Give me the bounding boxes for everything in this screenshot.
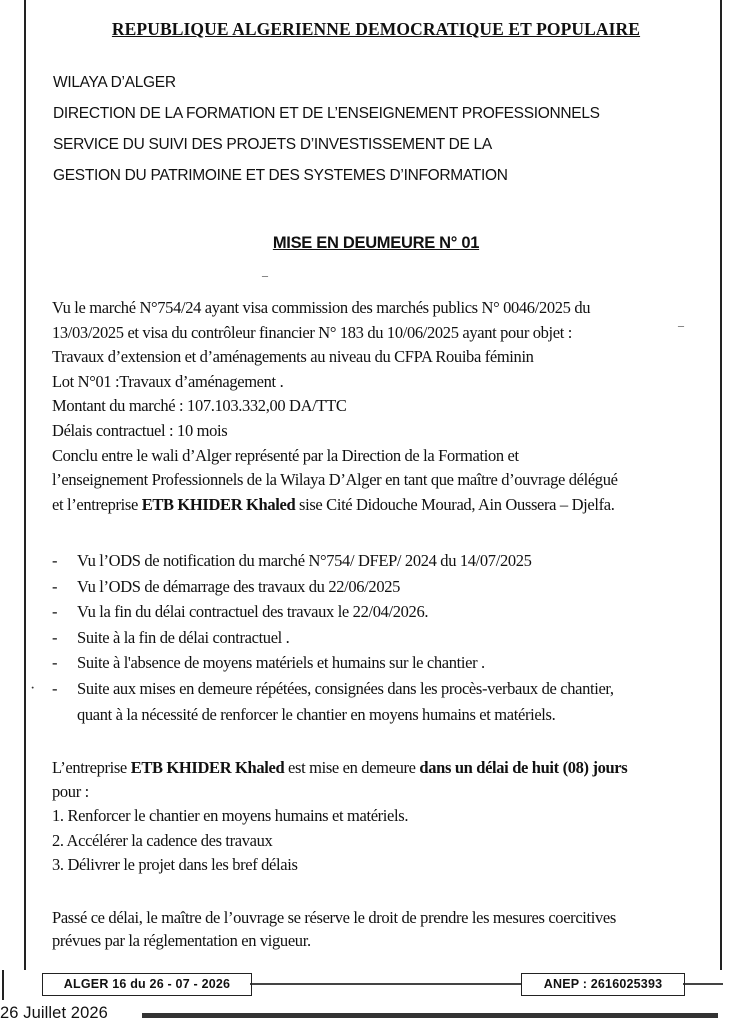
closing-line: prévues par la réglementation en vigueur. — [52, 931, 311, 950]
company-name: ETB KHIDER Khaled — [130, 758, 285, 777]
list-item-text: Vu l’ODS de démarrage des travaux du 22/06/2025 — [77, 576, 401, 596]
footer-anep-reference: ANEP : 2616025393 — [521, 973, 685, 996]
demand-line — [52, 756, 702, 780]
stray-mark: – — [262, 268, 268, 282]
footer-rule — [250, 983, 521, 985]
stray-mark: – — [678, 318, 684, 332]
intro-text: sise Cité Didouche Mourad, Ain Oussera – Djelfa. — [295, 494, 615, 514]
intro-line: l’enseignement Professionnels de la Wilaya D’Alger en tant que maître d’ouvrage délégué — [52, 470, 618, 490]
list-item: - Vu l’ODS de démarrage des travaux du 22/06/2025 — [52, 576, 401, 596]
closing-line: Passé ce délai, le maître de l’ouvrage se réserve le droit de prendre les mesures coercitives — [52, 908, 616, 927]
list-item-text: Suite aux mises en demeure répétées, consignées dans les procès-verbaux de chantier, — [77, 678, 614, 698]
demand-item: 1. Renforcer le chantier en moyens humains et matériels. — [52, 806, 409, 826]
intro-line — [52, 493, 702, 518]
bottom-rule — [142, 1013, 718, 1018]
footer-rule — [683, 983, 723, 985]
demand-item: 2. Accélérer la cadence des travaux — [52, 830, 273, 850]
intro-paragraph — [52, 296, 702, 517]
admin-line-gestion: GESTION DU PATRIMOINE ET DES SYSTEMES D’INFORMATION — [53, 167, 508, 184]
demand-text: est mise en demeure — [284, 758, 420, 777]
list-item-text: Vu la fin du délai contractuel des travaux le 22/04/2026. — [77, 602, 429, 622]
list-item-text: Suite à la fin de délai contractuel . — [77, 627, 290, 647]
demand-line: pour : — [52, 782, 89, 802]
intro-line: Conclu entre le wali d’Alger représenté par la Direction de la Formation et — [52, 445, 519, 465]
closing-paragraph — [52, 906, 702, 952]
considerations-list — [52, 548, 702, 727]
intro-line: Montant du marché : 107.103.332,00 DA/TTC — [52, 396, 347, 416]
list-item-continuation: quant à la nécessité de renforcer le chantier en moyens humains et matériels. — [77, 704, 556, 724]
intro-line: Vu le marché N°754/24 ayant visa commission des marchés publics N° 0046/2025 du — [52, 298, 591, 317]
demand-text: L’entreprise — [52, 758, 131, 777]
document-title: MISE EN DEUMEURE N° 01 — [272, 234, 480, 252]
demand-item: 3. Délivrer le projet dans les bref délais — [52, 854, 298, 874]
list-item: - Suite à l'absence de moyens matériels et humains sur le chantier . — [52, 653, 485, 673]
stray-mark: · — [30, 680, 36, 697]
intro-line: Travaux d’extension et d’aménagements au niveau du CFPA Rouiba féminin — [52, 347, 534, 367]
admin-line-direction: DIRECTION DE LA FORMATION ET DE L’ENSEIGNEMENT PROFESSIONNELS — [53, 105, 600, 122]
demand-paragraph — [52, 756, 702, 877]
admin-line-wilaya: WILAYA D’ALGER — [53, 74, 176, 91]
company-name: ETB KHIDER Khaled — [141, 494, 296, 514]
intro-text: et l’entreprise — [52, 494, 142, 514]
republic-heading: REPUBLIQUE ALGERIENNE DEMOCRATIQUE ET POPULAIRE — [111, 19, 641, 39]
admin-line-service: SERVICE DU SUIVI DES PROJETS D’INVESTISSEMENT DE LA — [53, 136, 492, 153]
list-item-text: Vu l’ODS de notification du marché N°754/ DFEP/ 2024 du 14/07/2025 — [77, 551, 532, 570]
list-item: - Vu la fin du délai contractuel des travaux le 22/04/2026. — [52, 602, 429, 622]
deadline: dans un délai de huit (08) jours — [419, 758, 628, 777]
newspaper-date: 26 Juillet 2026 — [0, 1004, 108, 1022]
list-item-text: Suite à l'absence de moyens matériels et humains sur le chantier . — [77, 653, 485, 673]
list-item: - Suite à la fin de délai contractuel . — [52, 627, 290, 647]
list-item: - Suite aux mises en demeure répétées, consignées dans les procès-verbaux de chantier, — [52, 678, 614, 698]
intro-line: 13/03/2025 et visa du contrôleur financier N° 183 du 10/06/2025 ayant pour objet : — [52, 322, 572, 342]
intro-line: Lot N°01 :Travaux d’aménagement . — [52, 371, 284, 391]
footer-publication-date: ALGER 16 du 26 - 07 - 2026 — [42, 973, 252, 996]
frame-edge-left — [2, 970, 4, 1000]
list-item: - Vu l’ODS de notification du marché N°754/ DFEP/ 2024 du 14/07/2025 — [52, 551, 532, 570]
intro-line: Délais contractuel : 10 mois — [52, 420, 228, 440]
